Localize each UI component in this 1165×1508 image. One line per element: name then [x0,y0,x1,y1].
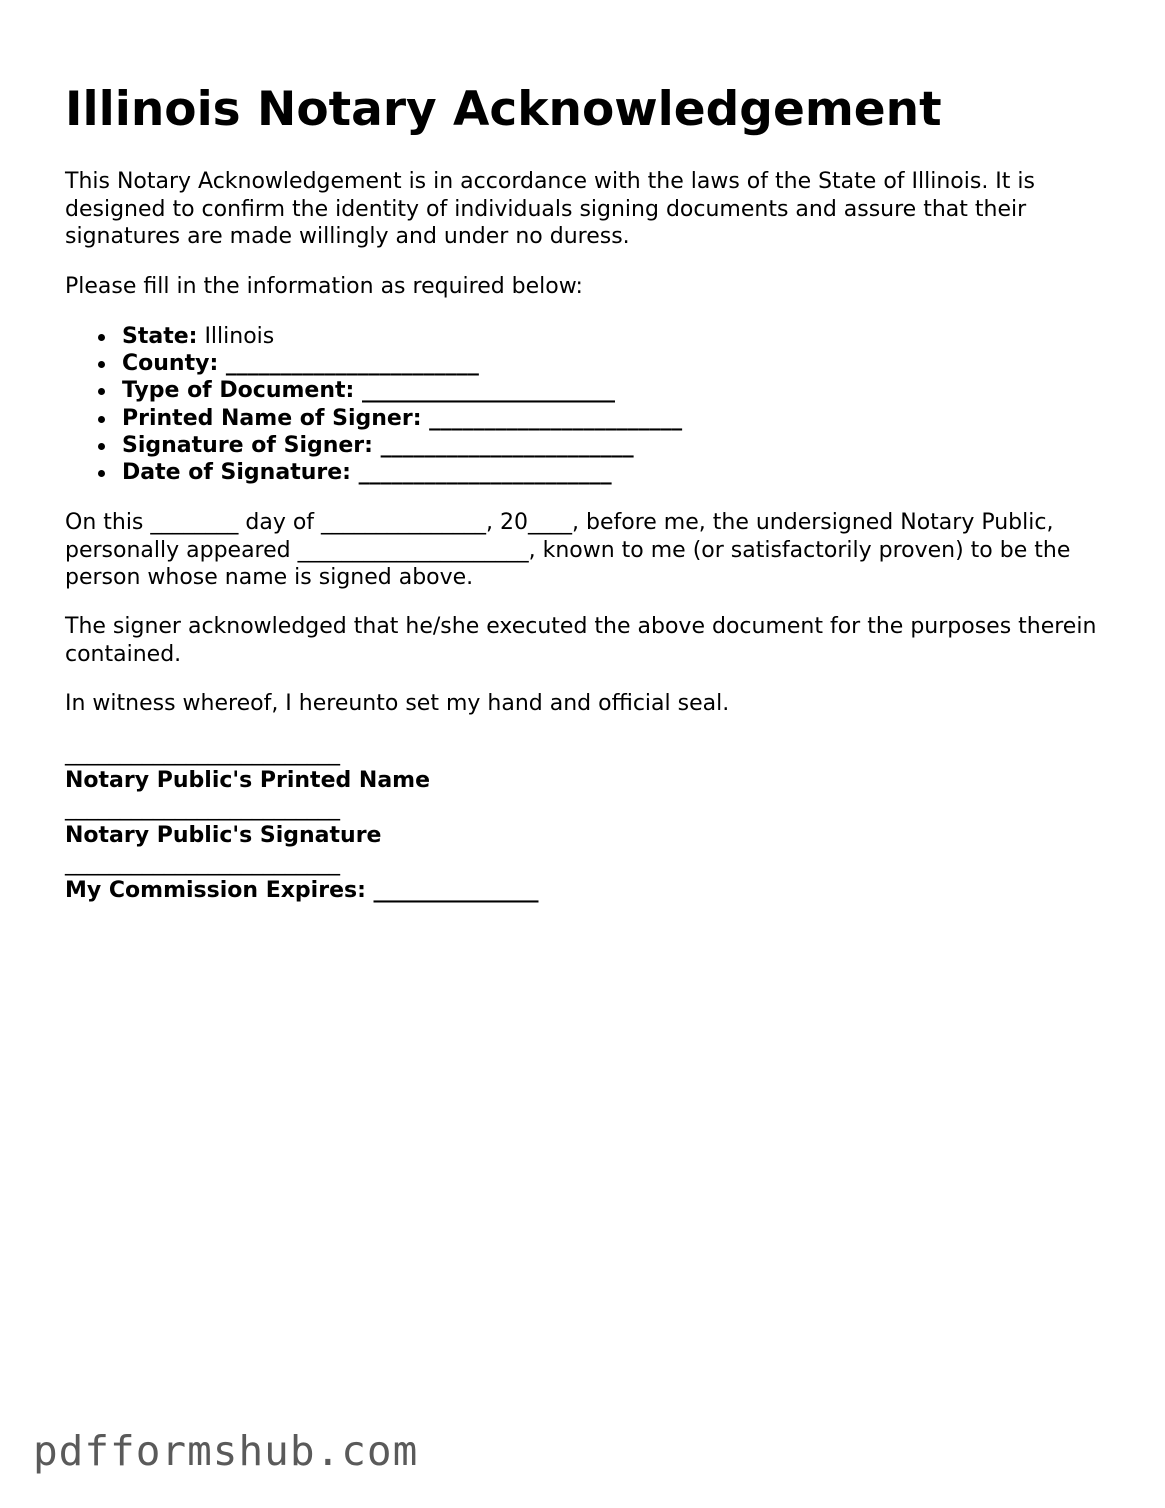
notary-printed-name-block [65,740,430,794]
signature-label: Notary Public's Printed Name [65,768,431,793]
bullet-icon [98,361,105,368]
fields-list [65,323,682,486]
field-value: Illinois [197,324,275,349]
witness-paragraph: In witness whereof, I hereunto set my hand and official seal. [65,691,730,716]
bullet-icon [98,334,105,341]
list-item-date [65,459,682,486]
bullet-icon [98,443,105,450]
bullet-icon [98,470,105,477]
list-item-printed-name [65,405,682,432]
field-label: State: [122,324,198,349]
bullet-icon [98,388,105,395]
field-label: Printed Name of Signer: _______________________ [122,405,683,431]
signature-label: My Commission Expires: _______________ [65,878,539,903]
field-label: County: _______________________ [122,351,479,377]
list-item-county [65,350,682,377]
notary-signature-block [65,795,381,849]
list-item-state [65,323,682,350]
signature-label: Notary Public's Signature [65,823,382,848]
page-title: Illinois Notary Acknowledgement [65,82,942,137]
watermark-text: pdfformshub.com [33,1427,419,1475]
signature-line: _________________________ [65,741,340,766]
signature-line: _________________________ [65,796,340,821]
signature-line: _________________________ [65,851,340,876]
commission-expires-block [65,850,539,904]
appearance-paragraph: On this ________ day of _______________, 20____, before me, the undersigned Notary Public, personally appeared _____________________, known to me (or satisfactorily proven) to be the person whose name is signed above. [65,510,1071,590]
bullet-icon [98,416,105,423]
field-label: Date of Signature: _______________________ [122,460,612,486]
list-item-type-of-document [65,377,682,404]
instructions-paragraph: Please fill in the information as required below: [65,274,583,299]
field-label: Type of Document: _______________________ [122,378,615,404]
list-item-signature [65,432,682,459]
acknowledgement-paragraph: The signer acknowledged that he/she executed the above document for the purposes therein contained. [65,614,1097,667]
field-label: Signature of Signer: _______________________ [122,432,634,458]
intro-paragraph: This Notary Acknowledgement is in accordance with the laws of the State of Illinois. It is designed to confirm the identity of individuals signing documents and assure that their signatures are made willingly and under no duress. [65,169,1035,249]
